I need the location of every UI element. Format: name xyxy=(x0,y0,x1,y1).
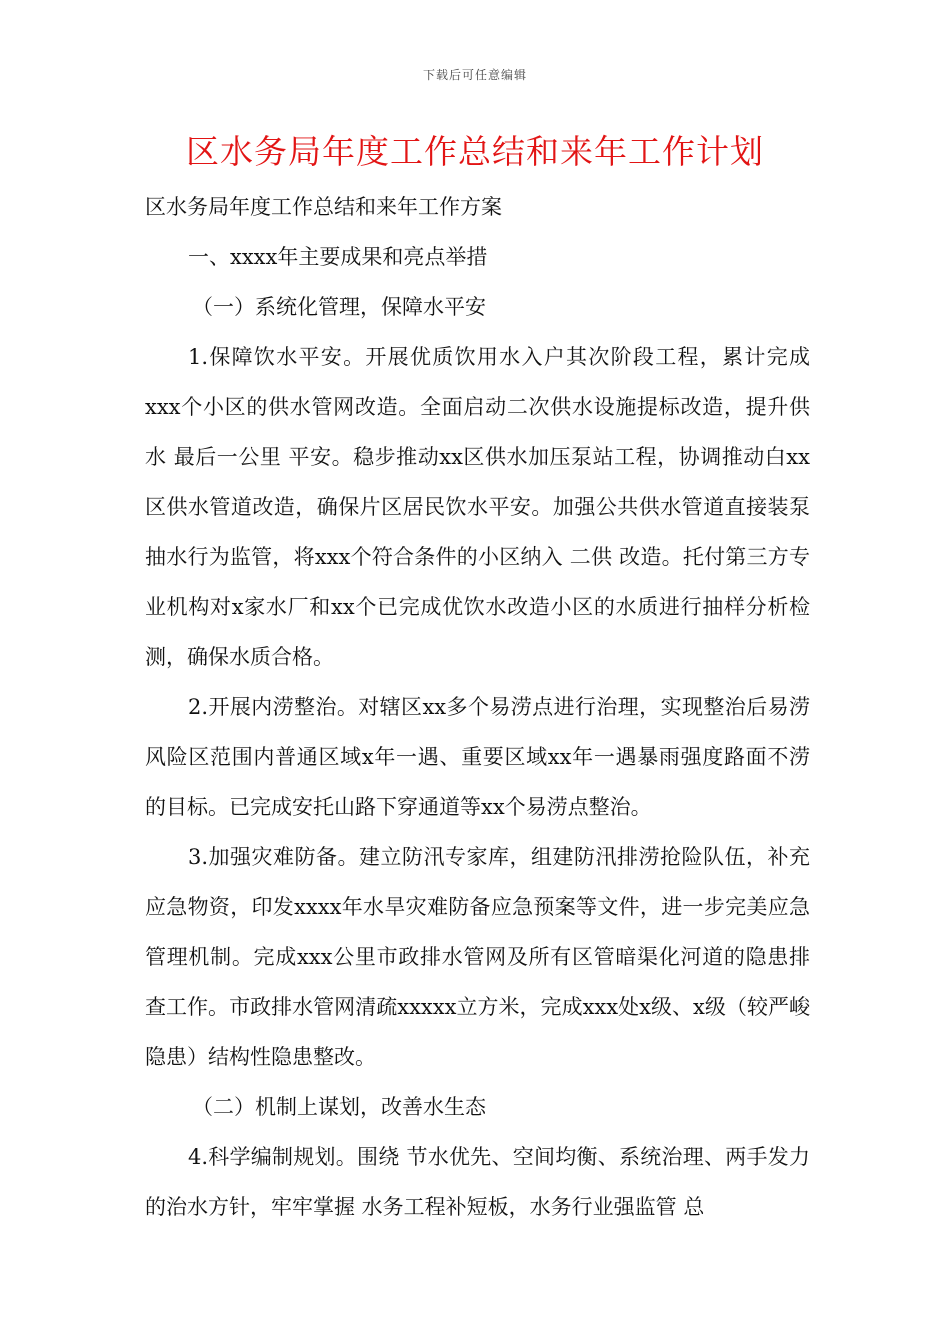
paragraph-item-4: 4.科学编制规划。围绕 节水优先、空间均衡、系统治理、两手发力 的治水方针，牢牢掌握 水务工程补短板，水务行业强监管 总 xyxy=(145,1145,810,1219)
paragraph-item-3: 3.加强灾难防备。建立防汛专家库，组建防汛排涝抢险队伍，补充应急物资，印发xxxx年水旱灾难防备应急预案等文件，进一步完美应急管理机制。完成xxx公里市政排水管网及所有区管暗渠化河道的隐患排查工作。市政排水管网清疏xxxxx立方米，完成xxx处x级、x级（较严峻隐患）结构性隐患整改。 xyxy=(145,845,810,1069)
subtitle-paragraph: 区水务局年度工作总结和来年工作方案 xyxy=(145,195,502,219)
header-watermark: 下载后可任意编辑 xyxy=(422,68,527,82)
paragraph-item-1: 1.保障饮水平安。开展优质饮用水入户其次阶段工程，累计完成xxx个小区的供水管网改造。全面启动二次供水设施提标改造，提升供水 最后一公里 平安。稳步推动xx区供水加压泵站工程，协调推动白xx区供水管道改造，确保片区居民饮水平安。加强公共供水管道直接装泵抽水行为监管，将xxx个符合条件的小区纳入 二供 改造。托付第三方专业机构对x家水厂和xx个已完成优饮水改造小区的水质进行抽样分析检测，确保水质合格。 xyxy=(145,345,810,669)
paragraph-item-2: 2.开展内涝整治。对辖区xx多个易涝点进行治理，实现整治后易涝风险区范围内普通区域x年一遇、重要区域xx年一遇暴雨强度路面不涝的目标。已完成安托山路下穿通道等xx个易涝点整治。 xyxy=(145,695,810,819)
document-title: 区水务局年度工作总结和来年工作计划 xyxy=(186,132,764,171)
subsection-heading-2: （二）机制上谋划，改善水生态 xyxy=(192,1095,486,1119)
document-body xyxy=(145,182,810,1232)
section-heading-1: 一、xxxx年主要成果和亮点举措 xyxy=(188,245,488,269)
subsection-heading-1: （一）系统化管理，保障水平安 xyxy=(192,295,486,319)
